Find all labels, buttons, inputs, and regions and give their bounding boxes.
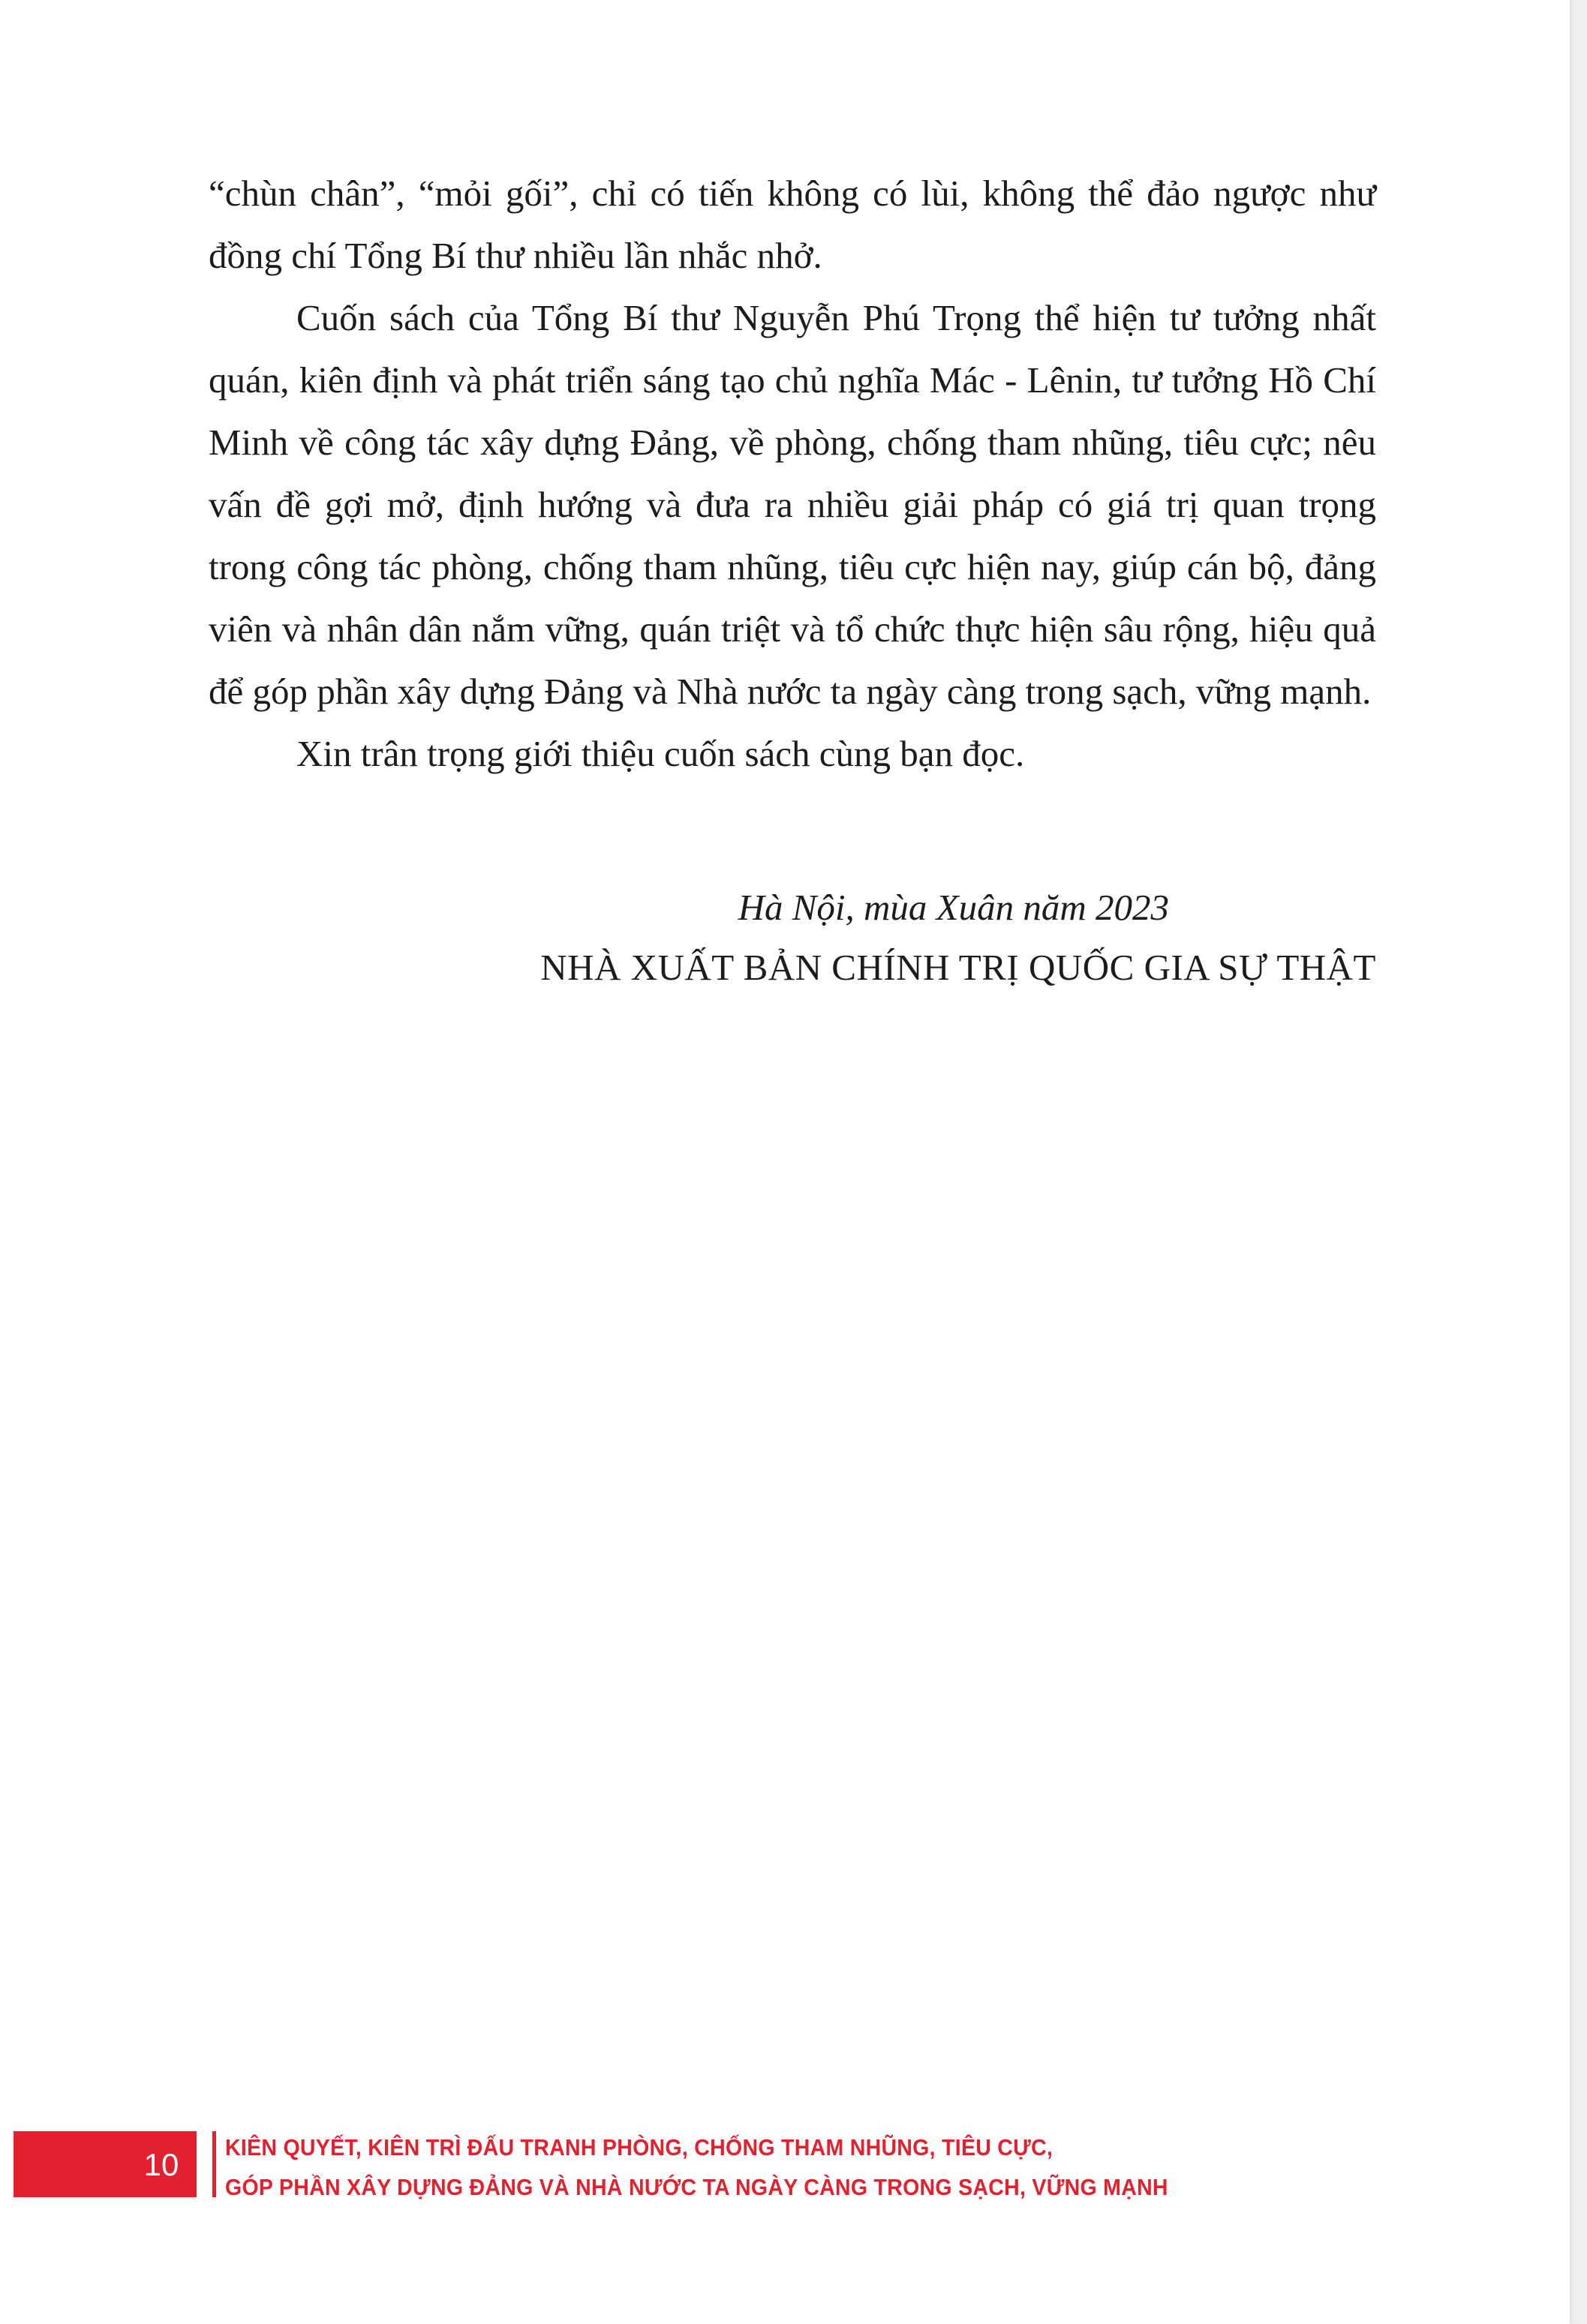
footer-title-line-1: KIÊN QUYẾT, KIÊN TRÌ ĐẤU TRANH PHÒNG, CHỐNG THAM NHŨNG, TIÊU CỰC, xyxy=(225,2134,1053,2160)
signature-block xyxy=(540,878,1376,998)
footer-title-line-2: GÓP PHẦN XÂY DỰNG ĐẢNG VÀ NHÀ NƯỚC TA NGÀY CÀNG TRONG SẠCH, VỮNG MẠNH xyxy=(225,2174,1168,2200)
paragraph-introduction: Xin trân trọng giới thiệu cuốn sách cùng bạn đọc. xyxy=(296,733,1025,774)
paragraph-continuation: “chùn chân”, “mỏi gối”, chỉ có tiến không có lùi, không thể đảo ngược như đồng chí Tổng Bí thư nhiều lần nhắc nhở. xyxy=(209,173,1376,276)
page-number: 10 xyxy=(143,2147,179,2182)
paragraph-book-description: Cuốn sách của Tổng Bí thư Nguyễn Phú Trọng thể hiện tư tưởng nhất quán, kiên định và phát triển sáng tạo chủ nghĩa Mác - Lênin, tư tưởng Hồ Chí Minh về công tác xây dựng Đảng, về phòng, chống tham nhũng, tiêu cực; nêu vấn đề gợi mở, định hướng và đưa ra nhiều giải pháp có giá trị quan trọng trong công tác phòng, chống tham nhũng, tiêu cực hiện nay, giúp cán bộ, đảng viên và nhân dân nắm vững, quán triệt và tổ chức thực hiện sâu rộng, hiệu quả để góp phần xây dựng Đảng và Nhà nước ta ngày càng trong sạch, vững mạnh. xyxy=(209,297,1376,712)
running-footer-title xyxy=(225,2127,1168,2207)
signature-place-date: Hà Nội, mùa Xuân năm 2023 xyxy=(738,887,1169,928)
body-text xyxy=(209,162,1376,785)
footer-divider xyxy=(212,2131,216,2197)
signature-publisher: NHÀ XUẤT BẢN CHÍNH TRỊ QUỐC GIA SỰ THẬT xyxy=(540,947,1376,988)
